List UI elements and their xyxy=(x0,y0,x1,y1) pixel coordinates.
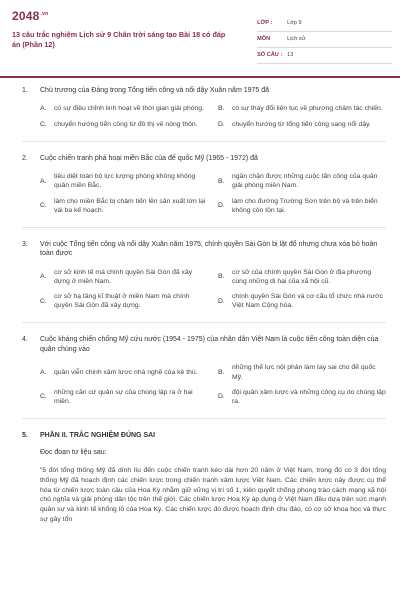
question-5 xyxy=(22,431,386,525)
option-a[interactable] xyxy=(40,172,208,190)
section-heading xyxy=(22,431,386,440)
logo-domain: .vn xyxy=(40,11,49,17)
option-text: chính quyền Sài Gòn và cơ cấu tổ chức nhà nước Việt Nam Cộng hòa. xyxy=(232,293,384,310)
question-stem xyxy=(22,240,386,259)
option-c[interactable] xyxy=(40,292,208,310)
option-letter: A. xyxy=(40,273,47,281)
question-divider xyxy=(22,418,386,419)
option-b[interactable] xyxy=(218,363,386,381)
option-letter: A. xyxy=(40,105,47,113)
instruction-text: Đọc đoạn tư liệu sau: xyxy=(40,449,107,457)
option-c[interactable] xyxy=(40,388,208,406)
options xyxy=(40,363,386,406)
source-passage: "5 đời tổng thống Mỹ đã dính líu đến cuộc chiến tranh kéo dài hơn 20 năm ở Việt Nam, trong đó có 3 đời tổng thống Mỹ đã hoạch định các chiến lược trong chiến tranh xâm lược Việt Nam. Các chiến lược này được cụ thể hóa từ chiến lược toàn cầu của Hoa Kỳ nhằm giữ vững vị trí số 1, kiên quyết chống phong trào cách mạng xã hội chủ nghĩa và giải phóng dân tộc trên thế giới. Các chiến lược Hoa Kỳ áp dụng ở Việt Nam đều dựa trên sức mạnh quân sự và kinh tế khổng lồ của Hoa Kỳ. Các chiến lược đó được hoạch định chu đáo, có cơ sở khoa học và thực sự gây tổn xyxy=(40,466,386,524)
option-text: cơ sở kinh tế mà chính quyền Sài Gòn đã xây dựng ở miền Nam. xyxy=(54,268,193,285)
option-d[interactable] xyxy=(218,388,386,406)
meta-value: Lịch sử xyxy=(287,35,306,42)
option-text: có sự điều chỉnh linh hoạt về thời gian giải phóng. xyxy=(54,105,204,113)
option-b[interactable] xyxy=(218,172,386,190)
question-number: 4. xyxy=(22,336,28,344)
question-2 xyxy=(22,154,386,228)
option-d[interactable] xyxy=(218,197,386,215)
question-divider xyxy=(22,227,386,228)
options xyxy=(40,268,386,311)
option-a[interactable] xyxy=(40,268,208,286)
question-stem xyxy=(22,86,386,95)
question-list xyxy=(0,78,400,525)
options xyxy=(40,104,386,128)
option-letter: C. xyxy=(40,393,47,401)
question-divider xyxy=(22,322,386,323)
option-d[interactable] xyxy=(218,120,386,129)
header xyxy=(0,0,400,70)
option-b[interactable] xyxy=(218,104,386,113)
option-a[interactable] xyxy=(40,363,208,381)
option-letter: D. xyxy=(218,120,225,128)
meta-label: SỐ CÂU : xyxy=(257,51,283,58)
question-1 xyxy=(22,86,386,142)
meta-label: LỚP : xyxy=(257,19,273,26)
option-text: ngăn chặn được những cuộc tấn công của quân giải phóng miền Nam. xyxy=(232,173,378,190)
option-letter: C. xyxy=(40,202,47,210)
meta-label: MÔN xyxy=(257,35,271,42)
option-text: quân viễn chinh xâm lược nhà nghề của kẻ thù. xyxy=(54,368,198,376)
section-title: PHẦN II. TRẮC NGHIỆM ĐÚNG SAI xyxy=(40,432,156,440)
option-letter: D. xyxy=(218,202,225,210)
question-3 xyxy=(22,240,386,324)
option-text: chuyển hướng tiến công từ đô thị về nông thôn. xyxy=(54,120,198,128)
option-text: đội quân xâm lược và những công cụ do chúng lập ra. xyxy=(232,388,386,405)
option-text: những thế lực nội phản làm tay sai cho đế quốc Mỹ. xyxy=(232,364,376,381)
option-text: tiêu diệt toàn bộ lực lượng phòng không không quân miền Bắc. xyxy=(54,173,196,190)
question-text: Cuộc chiến tranh phá hoại miền Bắc của đế quốc Mỹ (1965 - 1972) đã xyxy=(40,154,258,162)
document-title: 13 câu trắc nghiệm Lịch sử 9 Chân trời sáng tạo Bài 18 có đáp án (Phần 12) xyxy=(12,30,226,49)
option-letter: C. xyxy=(40,120,47,128)
option-b[interactable] xyxy=(218,268,386,286)
question-divider xyxy=(22,141,386,142)
question-number: 3. xyxy=(22,240,28,248)
options xyxy=(40,172,386,215)
option-a[interactable] xyxy=(40,104,208,113)
option-text: cơ sở của chính quyền Sài Gòn ở địa phương cùng những di hại của xã hội cũ. xyxy=(232,268,372,285)
question-stem xyxy=(22,154,386,163)
question-number: 5. xyxy=(22,432,28,440)
question-text: Cuộc kháng chiến chống Mỹ cứu nước (1954 - 1975) của nhân dân Việt Nam là cuộc tiến công toàn diện của quân chúng vào xyxy=(40,336,379,353)
meta-row-subject xyxy=(257,32,392,48)
question-stem xyxy=(22,335,386,354)
question-text: Với cuộc Tổng tiến công và nổi dậy Xuân năm 1975, chính quyền Sài Gòn bị lật đổ nhưng chưa xóa bỏ hoàn toàn được xyxy=(40,240,378,258)
question-number: 2. xyxy=(22,154,28,162)
option-letter: D. xyxy=(218,297,225,305)
option-d[interactable] xyxy=(218,292,386,310)
site-logo[interactable] xyxy=(12,8,227,24)
question-text: Chủ trương của Đảng trong Tổng tiến công và nổi dậy Xuân năm 1975 đã xyxy=(40,87,270,94)
option-text: những căn cứ quân sự của chúng lập ra ở hai miền. xyxy=(54,388,193,405)
option-c[interactable] xyxy=(40,120,208,129)
logo-text: 2048 xyxy=(12,9,40,23)
option-letter: A. xyxy=(40,368,47,376)
metadata-box xyxy=(257,16,392,64)
question-4 xyxy=(22,335,386,419)
option-letter: A. xyxy=(40,177,47,185)
option-c[interactable] xyxy=(40,197,208,215)
meta-value: 13 xyxy=(287,51,294,58)
meta-row-grade xyxy=(257,16,392,32)
option-text: làm cho đường Trường Sơn trên bộ và trên biển không còn tồn tại. xyxy=(232,197,378,214)
option-letter: C. xyxy=(40,297,47,305)
question-number: 1. xyxy=(22,87,28,94)
option-letter: B. xyxy=(218,177,225,185)
option-letter: D. xyxy=(218,393,225,401)
option-letter: B. xyxy=(218,105,225,113)
option-letter: B. xyxy=(218,273,225,281)
option-text: chuyển hướng từ tổng tiến công sang nổi dậy. xyxy=(232,120,371,128)
header-left xyxy=(12,8,227,64)
option-text: cơ sở hạ tầng kĩ thuật ở miền Nam mà chính quyền Sài Gòn đã xây dựng. xyxy=(54,293,190,310)
option-text: làm cho miền Bắc bị chậm tiến lên sản xuất lớn lại vài ba kế hoạch. xyxy=(54,197,206,214)
option-text: có sự thay đổi liên tục về phương châm tác chiến. xyxy=(232,105,383,113)
option-letter: B. xyxy=(218,368,225,376)
meta-value: Lớp 9 xyxy=(287,19,302,26)
meta-row-count xyxy=(257,48,392,64)
